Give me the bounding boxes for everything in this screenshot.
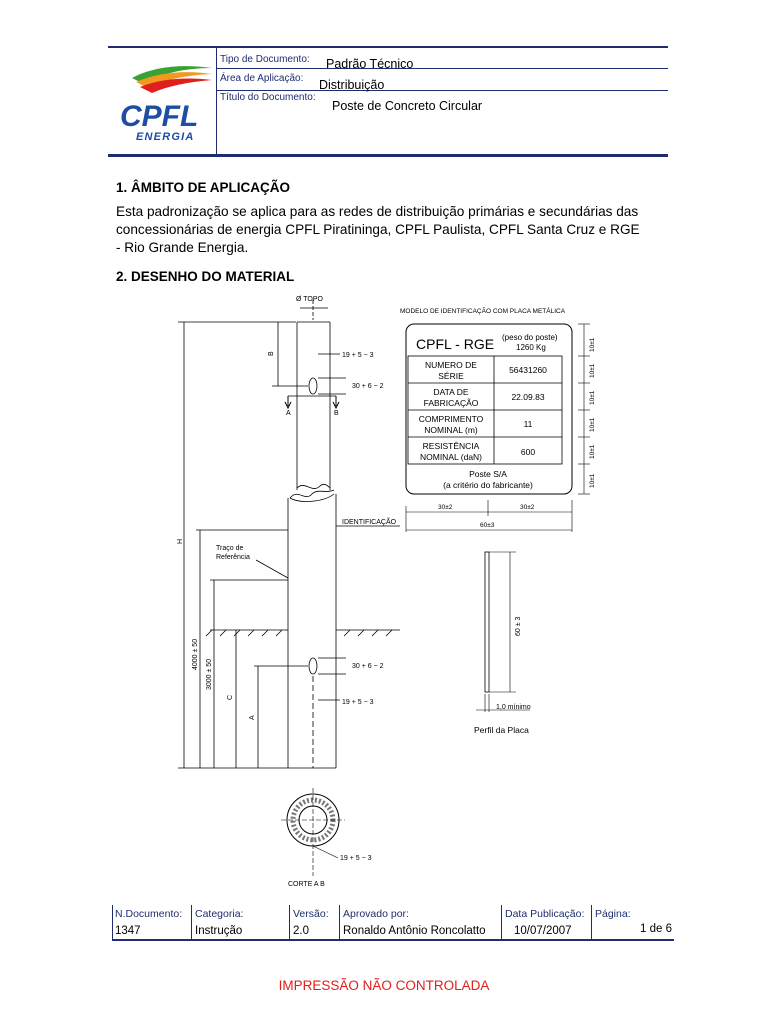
modelo-label: MODELO DE IDENTIFICAÇÃO COM PLACA METÁLICA	[400, 308, 566, 315]
dim-3000-label: 3000 ± 50	[206, 658, 213, 690]
plate-row-label: DATA DE	[433, 387, 469, 397]
plate-width-dim: 30±2	[520, 504, 535, 511]
identificacao-label: IDENTIFICAÇÃO	[342, 519, 397, 526]
dim-4000-label: 4000 ± 50	[192, 638, 199, 670]
cross-section	[281, 788, 345, 876]
plate-row-value: 56431260	[509, 365, 547, 375]
referencia-label: Referência	[216, 554, 250, 561]
titulo-value: Poste de Concreto Circular	[332, 99, 483, 113]
section-label-b: B	[334, 410, 339, 417]
plate-profile-shape	[485, 552, 489, 692]
plate-footer-line: (a critério do fabricante)	[443, 480, 533, 490]
logo-text: CPFL	[120, 100, 199, 133]
footer-value: 1 de 6	[640, 923, 672, 935]
dim-30-bot: 30 + 6 − 2	[352, 663, 384, 670]
plate-side-dim: 10±1	[589, 390, 596, 405]
ground-hatch	[262, 630, 268, 636]
ground-hatch	[372, 630, 378, 636]
plate-side-dim: 10±1	[589, 444, 596, 459]
tipo-label: Tipo de Documento:	[220, 54, 310, 65]
pole-hole-bottom	[309, 658, 317, 674]
section-dim-leader	[313, 846, 338, 858]
plate-side-dim: 10±1	[589, 417, 596, 432]
plate-row-value: 11	[523, 419, 533, 429]
section1-heading: 1. ÂMBITO DE APLICAÇÃO	[116, 180, 291, 195]
section2-heading: 2. DESENHO DO MATERIAL	[116, 269, 295, 284]
document-footer-table	[112, 905, 674, 941]
ground-hatch	[206, 630, 212, 636]
ground-hatch	[344, 630, 350, 636]
dim-c-label: C	[227, 694, 234, 700]
corte-label: CORTE A B	[288, 881, 325, 888]
dim-19-section: 19 + 5 − 3	[340, 855, 372, 862]
section-arrow-a	[285, 396, 291, 408]
plate-profile-height: 60 ± 3	[515, 616, 522, 636]
footer-label: N.Documento:	[115, 908, 183, 920]
dim-19-top: 19 + 5 − 3	[342, 352, 374, 359]
topo-label: Ø TOPO	[296, 296, 323, 303]
dim-19-bot: 19 + 5 − 3	[342, 699, 374, 706]
plate-peso-value: 1260 Kg	[516, 343, 546, 352]
footer-value: 10/07/2007	[514, 925, 572, 937]
plate-side-dim: 10±1	[589, 363, 596, 378]
section1-line: Esta padronização se aplica para as redes de distribuição primárias e secundárias das	[116, 204, 639, 219]
pole-break-lower	[290, 490, 334, 498]
ground-hatch	[248, 630, 254, 636]
footer-label: Página:	[595, 908, 631, 920]
uncontrolled-print-note: IMPRESSÃO NÃO CONTROLADA	[278, 978, 490, 993]
logo-subtext: ENERGIA	[136, 131, 195, 143]
plate-row-value: 22.09.83	[511, 392, 545, 402]
footer-label: Categoria:	[195, 908, 244, 920]
plate-row-label: NOMINAL (daN)	[419, 452, 483, 462]
pole-break-rim	[290, 494, 334, 501]
traco-label: Traço de	[216, 545, 244, 552]
traco-leader	[256, 560, 288, 578]
section1-line: concessionárias de energia CPFL Piratininga, CPFL Paulista, CPFL Santa Cruz e RGE	[116, 222, 640, 237]
ground-hatch	[386, 630, 392, 636]
plate-profile-min: 1,0 mínimo	[496, 704, 531, 711]
plate-peso-label: (peso do poste)	[502, 333, 558, 342]
dim-b-label: B	[268, 351, 275, 356]
plate-row-label: SÉRIE	[438, 371, 464, 381]
footer-value: Instrução	[195, 925, 243, 937]
ground-hatch	[276, 630, 282, 636]
footer-value: 2.0	[293, 925, 309, 937]
plate-side-dim: 10±1	[589, 473, 596, 488]
pole-hole-top	[309, 378, 317, 394]
ground-hatch	[220, 630, 226, 636]
titulo-label: Título do Documento:	[220, 92, 316, 103]
plate-profile-caption: Perfil da Placa	[474, 725, 529, 735]
plate-width-dim: 30±2	[438, 504, 453, 511]
section-label-a: A	[286, 410, 291, 417]
plate-row-label: FABRICAÇÃO	[423, 398, 479, 408]
footer-label: Data Publicação:	[505, 908, 585, 920]
footer-value: Ronaldo Antônio Roncolatto	[343, 925, 486, 937]
footer-cell-documento	[112, 905, 191, 941]
area-label: Área de Aplicação:	[220, 73, 304, 84]
plate-footer-line: Poste S/A	[469, 469, 507, 479]
pole-break-upper	[297, 484, 330, 488]
dim-a-label: A	[249, 715, 256, 720]
ground-hatch	[358, 630, 364, 636]
section1-line: - Rio Grande Energia.	[116, 240, 249, 255]
plate-row-label: COMPRIMENTO	[418, 414, 484, 424]
tipo-value: Padrão Técnico	[326, 57, 414, 71]
dim-30-top: 30 + 6 − 2	[352, 383, 384, 390]
plate-title: CPFL - RGE	[416, 336, 495, 352]
plate-row-label: NOMINAL (m)	[424, 425, 478, 435]
section-arrow-b	[333, 396, 339, 408]
footer-value: 1347	[115, 925, 141, 937]
footer-cell-data	[502, 905, 591, 941]
plate-total-dim: 60±3	[480, 522, 495, 529]
plate-side-dim: 10±1	[589, 337, 596, 352]
footer-cell-versao	[290, 905, 339, 941]
footer-cell-aprovado	[340, 905, 501, 941]
footer-cell-pagina	[592, 905, 674, 941]
dim-h-label: H	[177, 538, 184, 544]
plate-row-label: NUMERO DE	[425, 360, 477, 370]
footer-cell-categoria	[192, 905, 289, 941]
footer-label: Versão:	[293, 908, 329, 920]
ground-hatch	[234, 630, 240, 636]
area-value: Distribuição	[319, 78, 385, 92]
plate-row-label: RESISTÊNCIA	[422, 441, 480, 451]
plate-row-value: 600	[520, 447, 536, 457]
footer-label: Aprovado por:	[343, 908, 409, 920]
